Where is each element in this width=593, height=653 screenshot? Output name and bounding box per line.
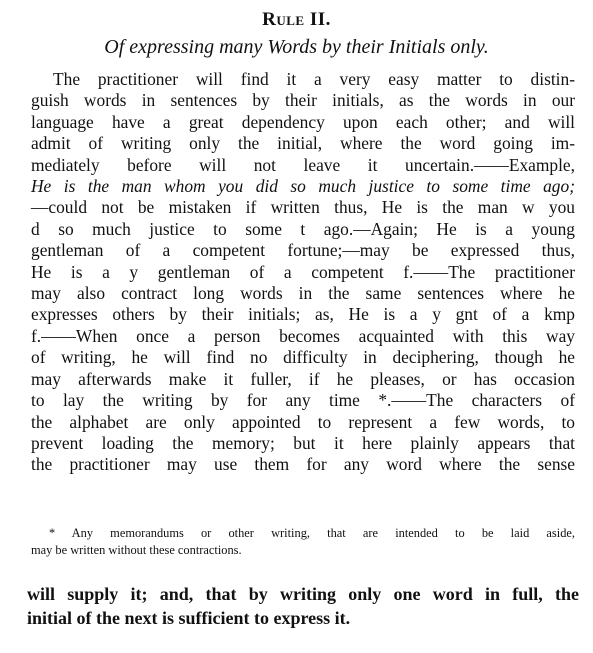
continuation-line: will supply it; and, that by writing only one word in full, the [27, 584, 579, 604]
paragraph-line: may afterwards make it fuller, if he pleases, or has occasion [31, 368, 575, 389]
paragraph-line: —could not be mistaken if written thus, He is the man w you [31, 197, 575, 218]
rule-subtitle: Of expressing many Words by their Initials only. [104, 36, 489, 58]
footnote-line: may be written without these contractions. [31, 543, 242, 557]
paragraph-line: He is the man whom you did so much justice to some time ago; [31, 176, 575, 197]
paragraph-line: prevent loading the memory; but it here plainly appears that [31, 432, 575, 453]
paragraph-line: of writing, he will find no difficulty in deciphering, though he [31, 347, 575, 368]
footnote-line: * Any memorandums or other writing, that are intended to be laid aside, [49, 526, 575, 540]
rule-title: Rule II. [262, 9, 331, 30]
paragraph-line: expresses others by their initials; as, He is a y gnt of a kmp [31, 304, 575, 325]
paragraph-line: the practitioner may use them for any word where the sense [31, 454, 575, 475]
paragraph-line: language have a great dependency upon each other; and will [31, 111, 575, 132]
paragraph-line: admit of writing only the initial, where the word going im- [31, 133, 575, 154]
main-paragraph [31, 69, 575, 476]
paragraph-line: guish words in sentences by their initials, as the words in our [31, 90, 575, 111]
continuation-line: initial of the next is sufficient to express it. [27, 607, 351, 628]
continuation-paragraph [27, 583, 579, 630]
paragraph-line: to lay the writing by for any time *.——The characters of [31, 390, 575, 411]
footnote [31, 525, 575, 559]
paragraph-line: He is a y gentleman of a competent f.——The practitioner [31, 261, 575, 282]
paragraph-line: may also contract long words in the same sentences where he [31, 283, 575, 304]
paragraph-line: gentleman of a competent fortune;—may be expressed thus, [31, 240, 575, 261]
paragraph-line: d so much justice to some t ago.—Again; He is a young [31, 218, 575, 239]
paragraph-line: the alphabet are only appointed to represent a few words, to [31, 411, 575, 432]
paragraph-line: mediately before will not leave it uncertain.——Example, [31, 154, 575, 175]
paragraph-line: The practitioner will find it a very easy matter to distin- [53, 69, 575, 89]
paragraph-line: f.——When once a person becomes acquainted with this way [31, 325, 575, 346]
